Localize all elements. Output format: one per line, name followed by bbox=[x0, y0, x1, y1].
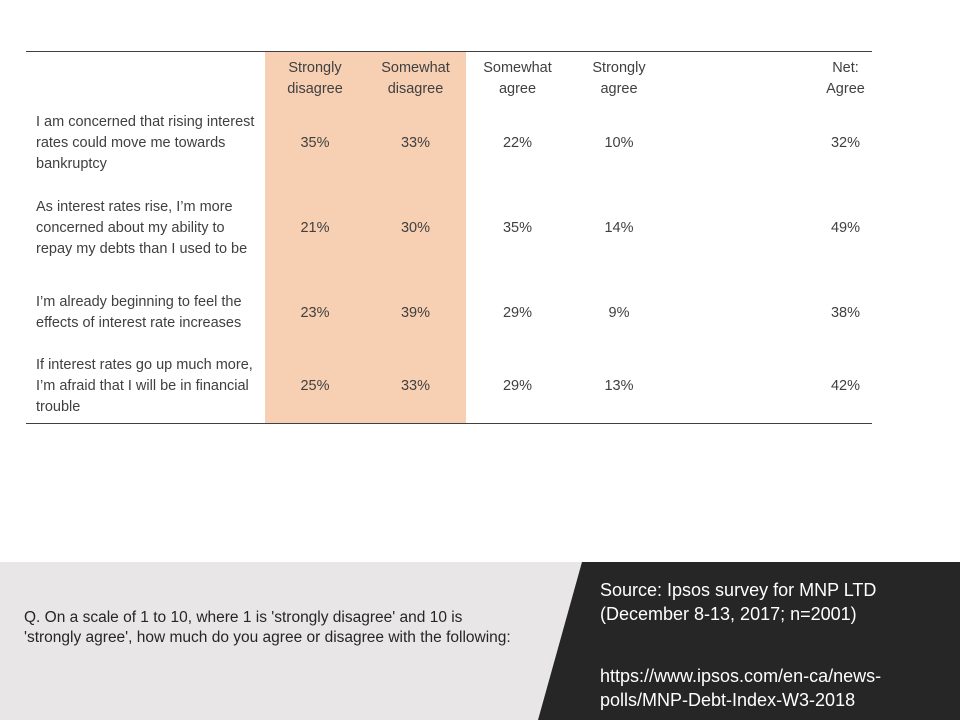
source-text: Source: Ipsos survey for MNP LTD (December 8-13, 2017; n=2001) bbox=[600, 580, 877, 624]
source-url: https://www.ipsos.com/en-ca/news-polls/MNP-Debt-Index-W3-2018 bbox=[600, 666, 882, 710]
cell-net-agree: 49% bbox=[830, 220, 861, 236]
table-header-row bbox=[26, 52, 872, 106]
header-strongly-agree: Strongly agree bbox=[592, 60, 646, 97]
cell-somewhat-agree: 22% bbox=[502, 135, 533, 151]
row-statement: I’m already beginning to feel the effects of interest rate increases bbox=[36, 294, 242, 331]
cell-somewhat-disagree: 33% bbox=[400, 378, 431, 394]
cell-net-agree: 38% bbox=[830, 304, 861, 321]
survey-table bbox=[26, 52, 872, 423]
header-somewhat-disagree: Somewhat disagree bbox=[381, 60, 450, 97]
row-statement: I am concerned that rising interest rates could move me towards bankruptcy bbox=[36, 114, 255, 172]
cell-net-agree: 42% bbox=[830, 378, 861, 394]
cell-strongly-agree: 14% bbox=[604, 220, 634, 236]
table-row bbox=[26, 181, 872, 276]
cell-somewhat-disagree: 39% bbox=[400, 304, 431, 321]
cell-strongly-disagree: 21% bbox=[300, 220, 330, 236]
table-row bbox=[26, 350, 872, 423]
table-row bbox=[26, 106, 872, 181]
header-net-agree: Net: Agree bbox=[826, 60, 865, 97]
question-text: Q. On a scale of 1 to 10, where 1 is 'strongly disagree' and 10 is 'strongly agree', how much do you agree or disagree with the following: bbox=[24, 609, 511, 646]
cell-somewhat-agree: 29% bbox=[502, 378, 533, 394]
header-somewhat-agree: Somewhat agree bbox=[483, 60, 552, 97]
cell-somewhat-agree: 29% bbox=[502, 304, 533, 321]
row-statement: As interest rates rise, I’m more concerned about my ability to repay my debts than I used to be bbox=[36, 199, 248, 257]
cell-somewhat-disagree: 33% bbox=[400, 135, 431, 151]
cell-strongly-agree: 10% bbox=[604, 135, 634, 151]
cell-somewhat-disagree: 30% bbox=[400, 220, 431, 236]
cell-somewhat-agree: 35% bbox=[502, 220, 533, 236]
cell-net-agree: 32% bbox=[830, 135, 861, 151]
row-statement: If interest rates go up much more, I’m afraid that I will be in financial trouble bbox=[36, 357, 253, 415]
table-row bbox=[26, 276, 872, 350]
cell-strongly-disagree: 25% bbox=[300, 378, 330, 394]
cell-strongly-agree: 9% bbox=[608, 304, 630, 321]
cell-strongly-agree: 13% bbox=[604, 378, 634, 394]
cell-strongly-disagree: 23% bbox=[300, 304, 330, 321]
cell-strongly-disagree: 35% bbox=[300, 135, 330, 151]
table-bottom-rule bbox=[26, 423, 872, 424]
header-blank bbox=[26, 52, 265, 106]
header-strongly-disagree: Strongly disagree bbox=[287, 60, 343, 97]
